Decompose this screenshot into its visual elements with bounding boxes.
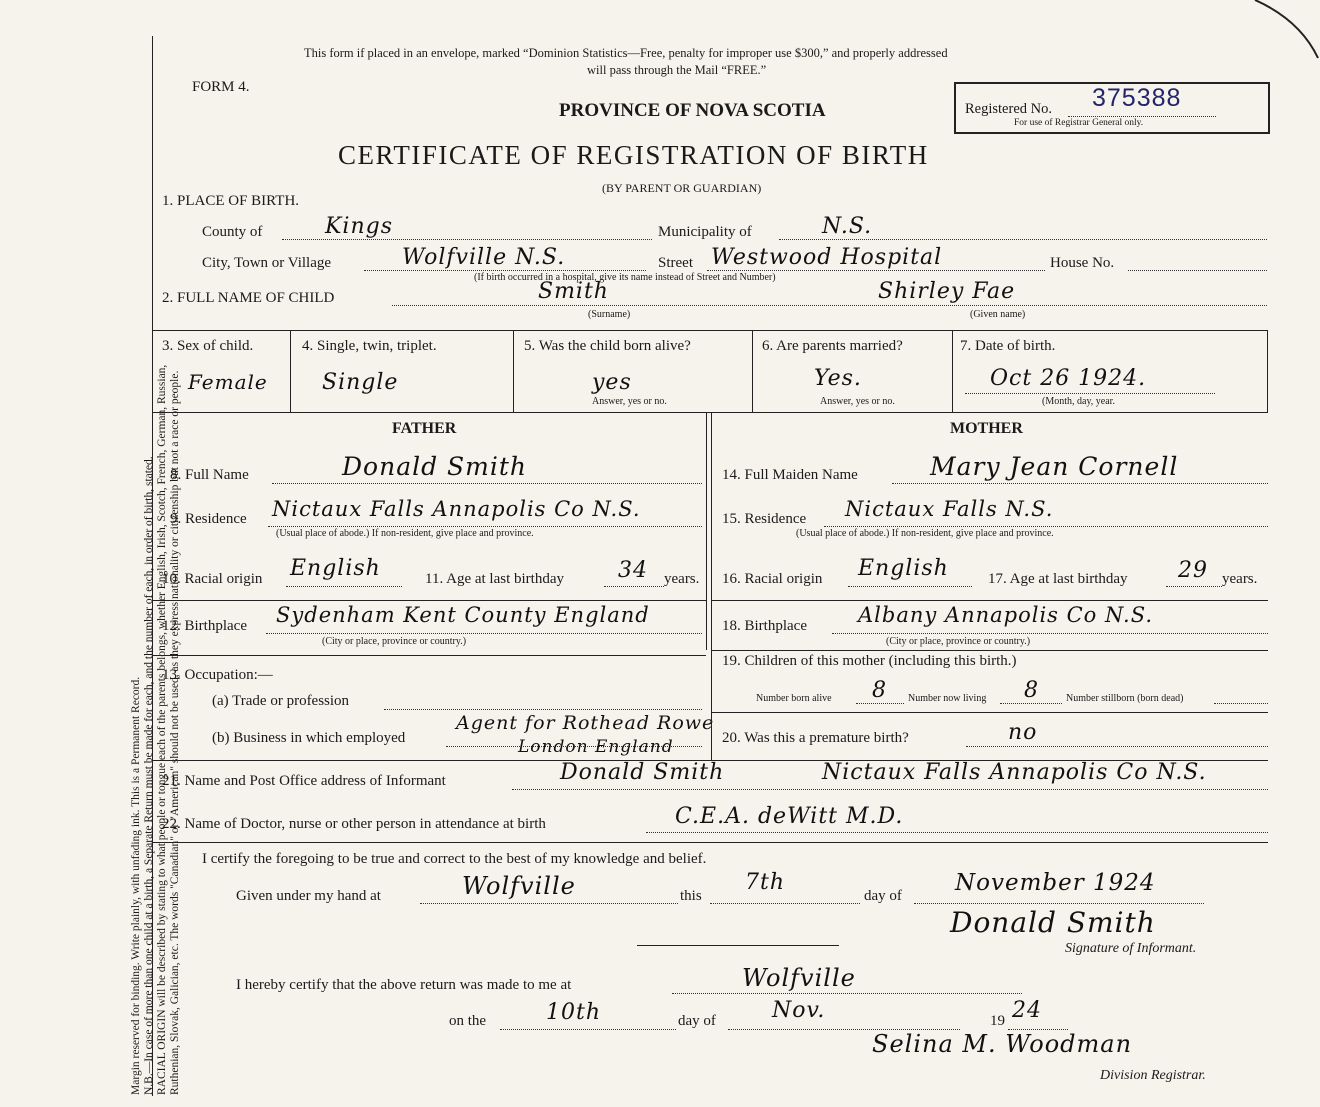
business-value: Agent for Rothead Rowe [456, 712, 715, 734]
registrar-place-value: Wolfville [742, 964, 856, 992]
doctor-label: 22. Name of Doctor, nurse or other person in attendance at birth [162, 816, 546, 832]
postal-notice-line-1: This form if placed in an envelope, marked “Dominion Statistics—Free, penalty for improper use $300,” and properly addressed [304, 46, 948, 60]
city-label: City, Town or Village [202, 255, 332, 271]
parents-married-label: 6. Are parents married? [762, 338, 903, 354]
father-residence-value: Nictaux Falls Annapolis Co N.S. [272, 497, 641, 521]
registrar-day-value: 10th [546, 1000, 602, 1025]
parent-column-divider [711, 412, 712, 650]
row-divider [152, 412, 1268, 413]
date-of-birth-value: Oct 26 1924. [990, 366, 1147, 391]
county-label: County of [202, 224, 263, 240]
registrar-signature: Selina M. Woodman [872, 1030, 1133, 1058]
mother-age-value: 29 [1178, 558, 1208, 583]
business-value-2: London England [518, 737, 674, 757]
registered-label: Registered No. [965, 101, 1052, 117]
margin-line-2: N.B.—In case of more than one child at a birth, a Separate Return must be made for each, and the number of each, in order of birth, stated. [143, 456, 155, 1095]
born-alive-count-label: Number born alive [756, 693, 832, 704]
informant-label: 21. Name and Post Office address of Informant [162, 773, 446, 789]
mother-residence-value: Nictaux Falls N.S. [845, 497, 1054, 521]
full-name-label: 2. FULL NAME OF CHILD [162, 290, 335, 306]
county-value: Kings [325, 214, 394, 239]
margin-line-3: RACIAL ORIGIN will be described by stating to what people or tongue each of the parents belongs, whether English, Irish, Scotch, French, German, Russian, [156, 364, 168, 1095]
born-alive-label: 5. Was the child born alive? [524, 338, 691, 354]
children-label: 19. Children of this mother (including this birth.) [722, 653, 1017, 669]
parents-married-value: Yes. [814, 366, 862, 391]
given-day-value: 7th [745, 870, 786, 895]
municipality-label: Municipality of [658, 224, 752, 240]
premature-value: no [1008, 720, 1038, 745]
column-divider [1267, 330, 1268, 412]
mother-name-value: Mary Jean Cornell [930, 452, 1179, 481]
registered-number-box [954, 82, 1270, 134]
born-alive-note: Answer, yes or no. [592, 396, 667, 407]
column-divider [711, 650, 712, 760]
given-under-label: Given under my hand at [236, 888, 381, 904]
street-label: Street [658, 255, 693, 271]
row-divider [152, 330, 1268, 331]
row-divider [152, 842, 1268, 843]
date-of-birth-label: 7. Date of birth. [960, 338, 1056, 354]
business-label: (b) Business in which employed [212, 730, 406, 746]
mother-racial-origin-value: English [858, 556, 949, 581]
column-divider [952, 330, 953, 412]
registrar-day-of-label: day of [678, 1013, 716, 1029]
house-number-label: House No. [1050, 255, 1115, 271]
given-name-value: Shirley Fae [878, 279, 1016, 304]
stillborn-label: Number stillborn (born dead) [1066, 693, 1184, 704]
hospital-note: (If birth occurred in a hospital, give its name instead of Street and Number) [474, 272, 776, 283]
mother-residence-note: (Usual place of abode.) If non-resident, give place and province. [796, 528, 1054, 539]
father-age-label: 11. Age at last birthday [425, 571, 564, 587]
trade-label: (a) Trade or profession [212, 693, 350, 709]
on-the-label: on the [449, 1013, 487, 1029]
given-place-value: Wolfville [462, 872, 576, 900]
father-birthplace-note: (City or place, province or country.) [322, 636, 467, 647]
given-month-year-value: November 1924 [955, 870, 1156, 896]
father-residence-note: (Usual place of abode.) If non-resident, give place and province. [276, 528, 534, 539]
this-label: this [680, 888, 702, 904]
informant-signature: Donald Smith [950, 906, 1156, 939]
certification-statement: I certify the foregoing to be true and correct to the best of my knowledge and belief. [202, 851, 707, 867]
registrar-month-value: Nov. [772, 998, 826, 1023]
doctor-value: C.E.A. deWitt M.D. [675, 804, 904, 829]
registrar-note: For use of Registrar General only. [1014, 118, 1144, 128]
mother-racial-origin-label: 16. Racial origin [722, 571, 823, 587]
parents-married-note: Answer, yes or no. [820, 396, 895, 407]
father-heading: FATHER [392, 420, 457, 437]
postal-notice-line-2: will pass through the Mail “FREE.” [587, 63, 767, 77]
margin-line-1: Margin reserved for binding. Write plainly, with unfading ink. This is a Permanent Record. [130, 676, 142, 1095]
mother-birthplace-label: 18. Birthplace [722, 618, 807, 634]
certificate-subtitle: (BY PARENT OR GUARDIAN) [602, 181, 762, 195]
mother-age-years: years. [1222, 571, 1258, 587]
date-of-birth-note: (Month, day, year. [1042, 396, 1115, 407]
parent-column-divider [706, 412, 707, 650]
father-age-value: 34 [618, 558, 648, 583]
sex-value: Female [188, 370, 268, 394]
occupation-label: 13. Occupation:— [162, 667, 273, 683]
father-age-years: years. [664, 571, 700, 587]
father-name-value: Donald Smith [342, 452, 528, 481]
premature-label: 20. Was this a premature birth? [722, 730, 909, 746]
place-of-birth-label: 1. PLACE OF BIRTH. [162, 193, 300, 209]
mother-name-label: 14. Full Maiden Name [722, 467, 858, 483]
registrar-year-prefix: 19 [990, 1013, 1005, 1029]
born-alive-value: yes [592, 370, 632, 395]
registrar-year-suffix: 24 [1012, 998, 1042, 1023]
municipality-value: N.S. [822, 214, 873, 239]
born-alive-count-value: 8 [872, 678, 887, 703]
column-divider [752, 330, 753, 412]
day-of-label: day of [864, 888, 902, 904]
row-divider [711, 600, 1268, 601]
separator-rule [637, 945, 839, 946]
row-divider [711, 712, 1268, 713]
now-living-value: 8 [1024, 678, 1039, 703]
mother-box-bottom [711, 650, 1268, 651]
mother-heading: MOTHER [950, 420, 1023, 437]
registrar-statement: I hereby certify that the above return was made to me at [236, 977, 572, 993]
registered-number: 375388 [1092, 84, 1182, 112]
mother-birthplace-note: (City or place, province or country.) [886, 636, 1031, 647]
mother-age-label: 17. Age at last birthday [988, 571, 1128, 587]
mother-residence-label: 15. Residence [722, 511, 807, 527]
form-number: FORM 4. [192, 79, 250, 95]
street-value: Westwood Hospital [711, 245, 943, 270]
plurality-label: 4. Single, twin, triplet. [302, 338, 437, 354]
mother-birthplace-value: Albany Annapolis Co N.S. [858, 603, 1154, 627]
column-divider [513, 330, 514, 412]
surname-note: (Surname) [588, 309, 631, 320]
sex-label: 3. Sex of child. [162, 338, 254, 354]
father-residence-label: 9. Residence [170, 511, 247, 527]
now-living-label: Number now living [908, 693, 987, 704]
informant-address-value: Nictaux Falls Annapolis Co N.S. [822, 760, 1207, 785]
father-racial-origin-value: English [290, 556, 381, 581]
surname-value: Smith [538, 279, 609, 304]
row-divider [152, 600, 706, 601]
informant-name-value: Donald Smith [560, 760, 725, 785]
margin-line-4: Ruthenian, Slovak, Galician, etc. The words "Canadian" or "American" should not be used, as they express nationality or citizenship but not a race or people. [169, 370, 181, 1095]
row-divider [152, 655, 706, 656]
province-heading: PROVINCE OF NOVA SCOTIA [559, 100, 826, 121]
father-birthplace-value: Sydenham Kent County England [276, 603, 650, 627]
city-value: Wolfville N.S. [402, 245, 566, 270]
certificate-title: CERTIFICATE OF REGISTRATION OF BIRTH [338, 140, 929, 170]
informant-signature-label: Signature of Informant. [1065, 941, 1197, 956]
plurality-value: Single [322, 370, 399, 395]
registrar-signature-label: Division Registrar. [1100, 1068, 1206, 1083]
column-divider [290, 330, 291, 412]
father-racial-origin-label: 10. Racial origin [162, 571, 263, 587]
given-name-note: (Given name) [970, 309, 1026, 320]
corner-mark-icon [1240, 0, 1320, 60]
father-name-label: 8. Full Name [170, 467, 249, 483]
father-birthplace-label: 12. Birthplace [162, 618, 247, 634]
margin-rule [152, 36, 153, 1096]
